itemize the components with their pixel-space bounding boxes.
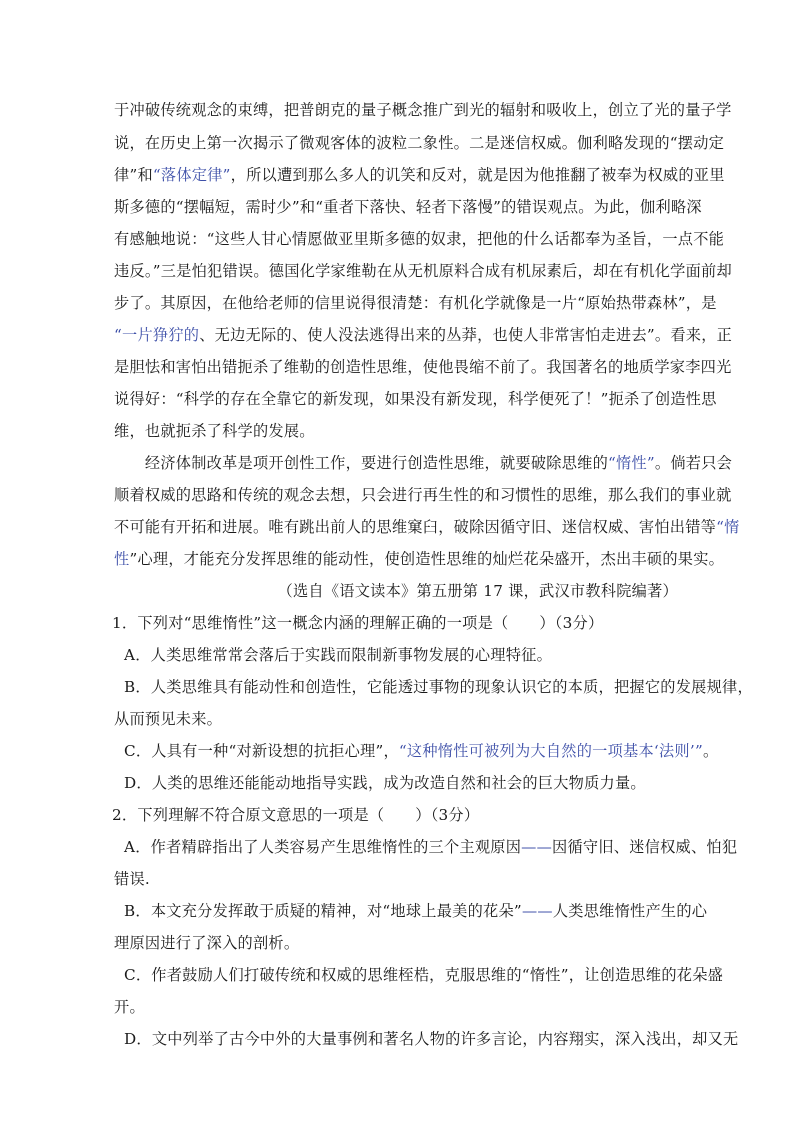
- option-a: A．作者精辟指出了人类容易产生思维惰性的三个主观原因——因循守旧、迷信权威、怕犯: [124, 838, 738, 856]
- passage-line: “一片狰狞的、无边无际的、使人没法逃得出来的丛莽，也使人非常害怕走进去”。看来，正: [114, 326, 733, 344]
- option-d: D．文中列举了古今中外的大量事例和著名人物的许多言论，内容翔实，深入浅出，却又无: [124, 1030, 739, 1048]
- passage-line: 是胆怯和害怕出错扼杀了维勒的创造性思维，使他畏缩不前了。我国著名的地质学家李四光: [114, 358, 732, 376]
- option-b-continued: 理原因进行了深入的剖析。: [114, 934, 300, 952]
- question-stem: 1．下列对“思维惰性”这一概念内涵的理解正确的一项是（ ）（3分）: [112, 614, 604, 632]
- option-b: B．本文充分发挥敢于质疑的精神，对“地球上最美的花朵”——人类思维惰性产生的心: [124, 902, 708, 920]
- passage-line: 经济体制改革是项开创性工作，要进行创造性思维，就要破除思维的“惰性”。倘若只会: [114, 454, 733, 472]
- passage-line: 说，在历史上第一次揭示了微观客体的波粒二象性。二是迷信权威。伽利略发现的“摆动定: [114, 134, 725, 152]
- passage-line: 维，也就扼杀了科学的发展。: [114, 422, 315, 440]
- passage-line: 有感触地说：“这些人甘心情愿做亚里斯多德的奴隶，把他的什么话都奉为圣旨，一点不能: [114, 230, 725, 248]
- option-a: A．人类思维常常会落后于实践而限制新事物发展的心理特征。: [124, 646, 553, 664]
- option-c-continued: 开。: [114, 998, 145, 1016]
- passage-line: 于冲破传统观念的束缚，把普朗克的量子概念推广到光的辐射和吸收上，创立了光的量子学: [114, 101, 732, 119]
- option-d: D．人类的思维还能能动地指导实践，成为改造自然和社会的巨大物质力量。: [124, 774, 646, 792]
- passage-line: 斯多德的“摆幅短，需时少”和“重者下落快、轻者下落慢”的错误观点。为此，伽利略深: [114, 198, 702, 216]
- passage-line: 律”和“落体定律”，所以遭到那么多人的讥笑和反对，就是因为他推翻了被奉为权威的亚里: [114, 166, 725, 184]
- passage-source: （选自《语文读本》第五册第 17 课，武汉市教科院编著）: [277, 582, 678, 600]
- passage-line: 不可能有开拓和进展。唯有跳出前人的思维窠臼，破除因循守旧、迷信权威、害怕出错等“惰: [114, 518, 740, 536]
- option-b: B．人类思维具有能动性和创造性，它能透过事物的现象认识它的本质，把握它的发展规律，: [124, 678, 753, 696]
- option-c: C．人具有一种“对新设想的抗拒心理”，“这种惰性可被列为大自然的一项基本‘法则’”。: [124, 742, 719, 760]
- option-c: C．作者鼓励人们打破传统和权威的思维桎梏，克服思维的“惰性”，让创造思维的花朵盛: [124, 966, 724, 984]
- option-b-continued: 从而预见未来。: [114, 710, 223, 728]
- question-stem: 2．下列理解不符合原文意思的一项是（ ）（3分）: [112, 806, 480, 824]
- passage-line: 性”心理，才能充分发挥思维的能动性，使创造性思维的灿烂花朵盛开，杰出丰硕的果实。: [114, 550, 725, 568]
- option-a-continued: 错误.: [114, 870, 150, 888]
- passage-line: 违反。”三是怕犯错误。德国化学家维勒在从无机原料合成有机尿素后，却在有机化学面前却: [114, 262, 732, 280]
- passage-line: 说得好：“科学的存在全靠它的新发现，如果没有新发现，科学便死了！”扼杀了创造性思: [114, 390, 717, 408]
- passage-line: 顺着权威的思路和传统的观念去想，只会进行再生性的和习惯性的思维，那么我们的事业就: [114, 486, 732, 504]
- passage-line: 步了。其原因，在他给老师的信里说得很清楚：有机化学就像是一片“原始热带森林”，是: [114, 294, 717, 312]
